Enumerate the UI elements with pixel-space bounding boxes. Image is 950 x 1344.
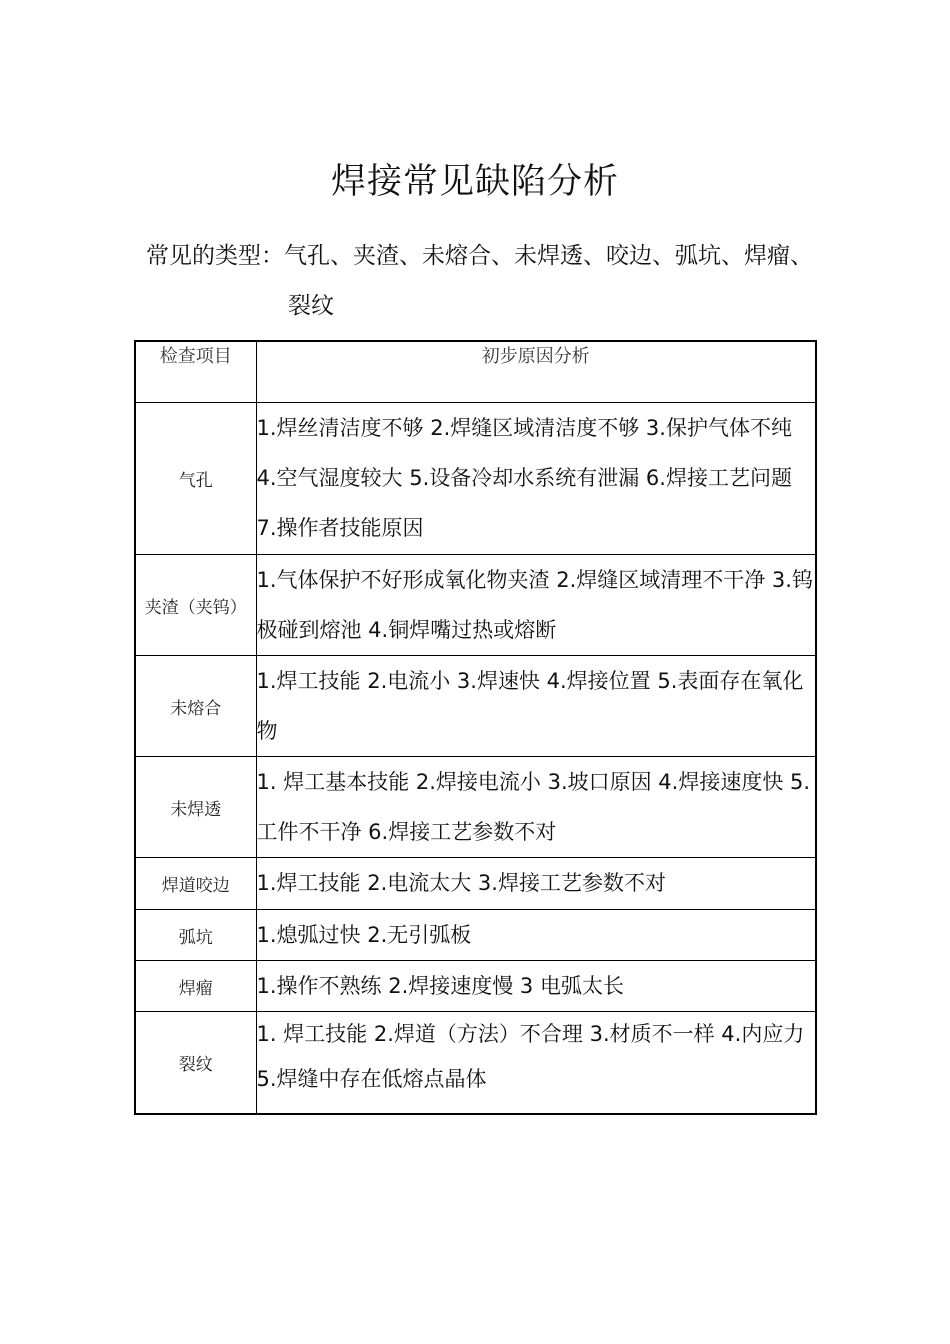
table-row [135,757,816,858]
defect-cause: 1.操作不熟练 2.焊接速度慢 3 电弧太长 [256,961,816,1012]
table-row [135,858,816,910]
defect-name: 焊道咬边 [135,858,256,910]
defect-cause: 1.气体保护不好形成氧化物夹渣 2.焊缝区域清理不干净 3.钨极碰到熔池 4.铜焊嘴过热或熔断 [256,555,816,656]
defect-cause: 1.焊工技能 2.电流小 3.焊速快 4.焊接位置 5.表面存在氧化物 [256,656,816,757]
defect-types-line-2: 裂纹 [288,293,334,319]
header-cause-analysis: 初步原因分析 [256,341,816,403]
table-row [135,1012,816,1114]
defect-name: 焊瘤 [135,961,256,1012]
defect-cause: 1.焊丝清洁度不够 2.焊缝区域清洁度不够 3.保护气体不纯 4.空气湿度较大 5.设备冷却水系统有泄漏 6.焊接工艺问题 7.操作者技能原因 [256,403,816,555]
defect-name: 弧坑 [135,910,256,961]
defect-name: 裂纹 [135,1012,256,1114]
defect-types-line-1: 常见的类型：气孔、夹渣、未熔合、未焊透、咬边、弧坑、焊瘤、 [146,243,813,269]
defect-cause: 1.熄弧过快 2.无引弧板 [256,910,816,961]
table-header-row [135,341,816,403]
defect-name: 未熔合 [135,656,256,757]
defect-name: 气孔 [135,403,256,555]
defect-cause: 1. 焊工技能 2.焊道（方法）不合理 3.材质不一样 4.内应力 5.焊缝中存在低熔点晶体 [256,1012,816,1114]
table-row [135,403,816,555]
defect-name: 未焊透 [135,757,256,858]
defect-cause: 1.焊工技能 2.电流太大 3.焊接工艺参数不对 [256,858,816,910]
table-row [135,555,816,656]
header-check-item: 检查项目 [135,341,256,403]
page-title: 焊接常见缺陷分析 [330,162,619,202]
defect-cause: 1. 焊工基本技能 2.焊接电流小 3.坡口原因 4.焊接速度快 5.工件不干净 6.焊接工艺参数不对 [256,757,816,858]
table-row [135,910,816,961]
table-row [135,961,816,1012]
table-row [135,656,816,757]
defect-name: 夹渣（夹钨） [135,555,256,656]
defect-analysis-table [134,340,817,1115]
